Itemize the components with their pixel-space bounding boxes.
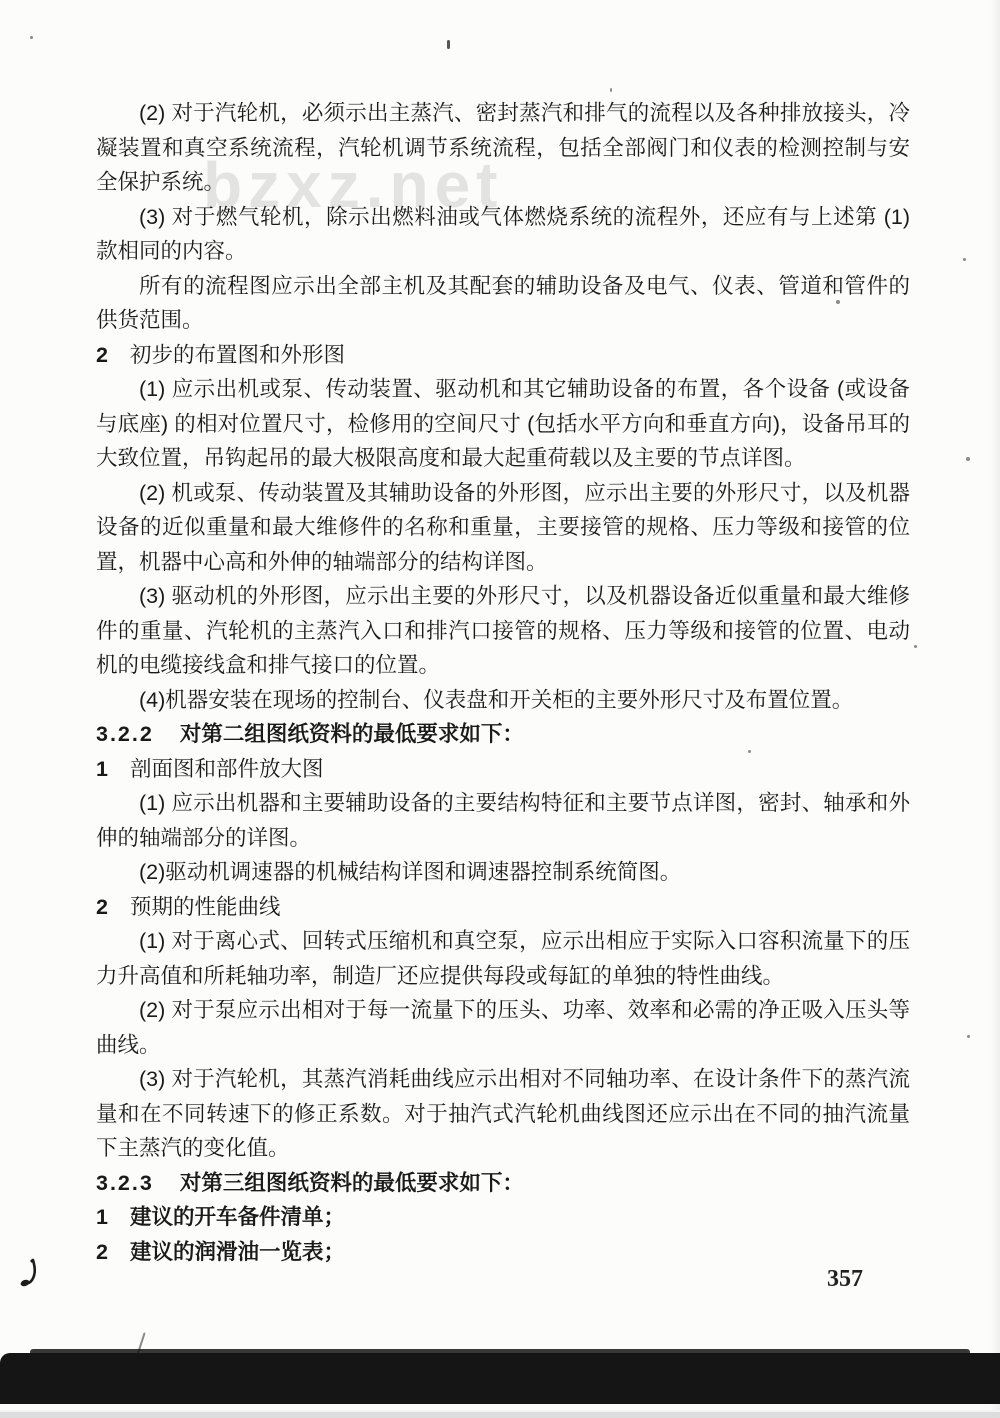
subheading-title: 预期的性能曲线 (129, 894, 281, 919)
page-edge-shade (990, 0, 1000, 1418)
scan-speck (30, 36, 33, 39)
paragraph: (4)机器安装在现场的控制台、仪表盘和开关柜的主要外形尺寸及布置位置。 (139, 687, 854, 712)
paragraph: 所有的流程图应示出全部主机及其配套的辅助设备及电气、仪表、管道和管件的供货范围。 (96, 273, 910, 332)
scan-speck (967, 1035, 970, 1038)
list-item-text: 建议的开车备件清单； (129, 1205, 345, 1229)
list-item-number: 2 (96, 1239, 108, 1264)
paragraph: (1) 应示出机或泵、传动装置、驱动机和其它辅助设备的布置，各个设备 (或设备与底座) 的相对位置尺寸，检修用的空间尺寸 (包括水平方向和垂直方向)，设备吊耳的大致位置，吊钩起吊的最大极限高度和最大起重荷载以及主要的节点详图。 (96, 377, 910, 470)
paragraph: (2)驱动机调速器的机械结构详图和调速器控制系统简图。 (139, 860, 682, 884)
paragraph: (3) 对于汽轮机，其蒸汽消耗曲线应示出相对不同轴功率、在设计条件下的蒸汽流量和在不同转速下的修正系数。对于抽汽式汽轮机曲线图还应示出在不同的抽汽流量下主蒸汽的变化值。 (96, 1067, 910, 1160)
subheading-title: 初步的布置图和外形图 (129, 342, 345, 367)
watermark-text: bzxz.net (203, 149, 504, 221)
subheading (96, 338, 910, 373)
paragraph: (2) 对于汽轮机，必须示出主蒸汽、密封蒸汽和排气的流程以及各种排放接头，冷凝装置和真空系统流程，汽轮机调节系统流程，包括全部阀门和仪表的检测控制与安全保护系统。 (96, 101, 910, 194)
scan-speck (963, 258, 966, 261)
scanner-black-band (0, 1353, 1000, 1404)
subheading-number: 1 (96, 756, 108, 781)
clause-number: 3.2.2 (96, 722, 154, 746)
scanner-bottom-strip (0, 1410, 1000, 1418)
paragraph: (2) 对于泵应示出相对于每一流量下的压头、功率、效率和必需的净正吸入压头等曲线。 (96, 998, 910, 1057)
list-item-number: 1 (96, 1205, 108, 1229)
paragraph: (3) 对于燃气轮机，除示出燃料油或气体燃烧系统的流程外，还应有与上述第 (1) 款相同的内容。 (96, 204, 910, 263)
clause-heading (96, 717, 910, 752)
subheading-title: 剖面图和部件放大图 (129, 756, 324, 781)
scan-speck (966, 457, 970, 461)
scan-speck (447, 40, 450, 49)
list-item (96, 1235, 910, 1270)
list-item-text: 建议的润滑油一览表； (129, 1239, 345, 1264)
document-body (96, 96, 910, 1269)
clause-title: 对第二组图纸资料的最低要求如下： (179, 722, 524, 746)
subheading (96, 890, 910, 925)
page-number: 357 (827, 1266, 863, 1292)
scan-speck (610, 88, 612, 92)
paragraph: (2) 机或泵、传动装置及其辅助设备的外形图，应示出主要的外形尺寸，以及机器设备的近似重量和最大维修件的名称和重量，主要接管的规格、压力等级和接管的位置，机器中心高和外伸的轴端部分的结构详图。 (96, 480, 910, 574)
clause-title: 对第三组图纸资料的最低要求如下： (179, 1170, 524, 1195)
subheading-number: 2 (96, 342, 108, 367)
list-item (96, 1200, 910, 1235)
paragraph: (1) 应示出机器和主要辅助设备的主要结构特征和主要节点详图，密封、轴承和外伸的轴端部分的详图。 (96, 791, 910, 850)
ink-blot-mark (18, 1258, 44, 1292)
paragraph: (3) 驱动机的外形图，应示出主要的外形尺寸，以及机器设备近似重量和最大维修件的重量、汽轮机的主蒸汽入口和排汽口接管的规格、压力等级和接管的位置、电动机的电缆接线盒和排气接口的位置。 (96, 584, 910, 677)
scan-speck (914, 645, 917, 648)
paragraph: (1) 对于离心式、回转式压缩机和真空泵，应示出相应于实际入口容积流量下的压力升高值和所耗轴功率，制造厂还应提供每段或每缸的单独的特性曲线。 (96, 929, 910, 988)
clause-number: 3.2.3 (96, 1170, 154, 1195)
subheading-number: 2 (96, 894, 108, 919)
subheading (96, 752, 910, 787)
clause-heading (96, 1166, 910, 1201)
